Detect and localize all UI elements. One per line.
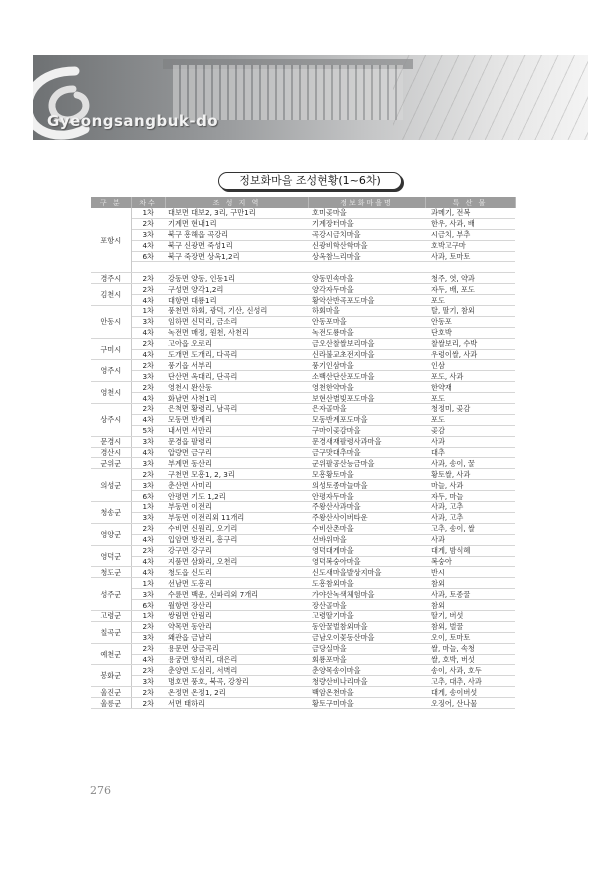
cell-round: 4차 [131,654,165,665]
cell-location: 풍천면 하회, 광덕, 기산, 신성리 [165,306,308,317]
table-row [91,251,515,262]
cell-region: 청송군 [91,502,131,524]
cell-specialty: 고추, 대추, 사과 [425,676,515,687]
cell-round: 3차 [131,436,165,447]
cell-round: 2차 [131,469,165,480]
cell-location: 명호면 풍호, 북곡, 강창리 [165,676,308,687]
cell-location: 수비면 신원리, 오기리 [165,523,308,534]
cell-location: 대항면 대룡1리 [165,295,308,306]
cell-specialty: 한약재 [425,382,515,393]
table-row [91,393,515,404]
table-row [91,589,515,600]
cell-location: 영천시 완산동 [165,382,308,393]
cell-specialty: 참외, 벌꿀 [425,621,515,632]
cell-round: 4차 [131,556,165,567]
table-row [91,262,515,273]
table-row [91,512,515,523]
cell-village-name: 하회마을 [308,306,425,317]
cell-specialty: 사과, 고추 [425,502,515,513]
cell-region: 안동시 [91,306,131,339]
table-row [91,632,515,643]
banner-title: Gyeongsangbuk-do [47,112,219,130]
cell-round: 4차 [131,447,165,458]
table-title: 정보화마을 조성현황(1~6차) [218,172,402,190]
cell-region: 경주시 [91,273,131,284]
cell-village-name: 신라불교초전지마을 [308,349,425,360]
table-row [91,349,515,360]
cell-village-name: 의성토종마늘마을 [308,480,425,491]
cell-village-name: 풍기인삼마을 [308,360,425,371]
cell-location: 화남면 사천1리 [165,393,308,404]
cell-specialty: 오징어, 산나물 [425,698,515,709]
cell-region: 의성군 [91,469,131,502]
cell-round: 3차 [131,316,165,327]
cell-specialty: 고추, 송이, 쌀 [425,523,515,534]
cell-village-name: 금남오이꽃동산마을 [308,632,425,643]
cell-specialty: 청주, 엿, 약과 [425,273,515,284]
cell-specialty: 대추 [425,447,515,458]
cell-village-name: 안평자두마을 [308,491,425,502]
cell-round: 1차 [131,208,165,218]
cell-location: 강구면 강구리 [165,545,308,556]
table-row [91,284,515,295]
cell-round: 3차 [131,512,165,523]
cell-specialty: 단호박 [425,327,515,338]
cell-region: 울진군 [91,687,131,698]
cell-village-name: 군위팔공산능금마을 [308,458,425,469]
cell-village-name: 주왕산사이버타운 [308,512,425,523]
cell-location: 임하면 신덕리, 금소리 [165,316,308,327]
cell-location: 고아읍 오로리 [165,338,308,349]
cell-location: 북구 신광면 죽성1리 [165,240,308,251]
cell-specialty: 사과 [425,436,515,447]
cell-specialty: 청정미, 곶감 [425,404,515,415]
cell-round: 4차 [131,534,165,545]
table-row [91,218,515,229]
cell-round: 2차 [131,665,165,676]
table-row [91,621,515,632]
cell-round: 4차 [131,567,165,578]
table-row [91,502,515,513]
cell-village-name [308,262,425,273]
page-number: 276 [90,784,111,797]
cell-village-name: 선바위마을 [308,534,425,545]
cell-location: 북구 죽장면 상옥1,2리 [165,251,308,262]
table-row [91,306,515,317]
table-row [91,665,515,676]
cell-village-name: 모동반계포도마을 [308,414,425,425]
cell-village-name: 문경새재팔령사과마을 [308,436,425,447]
header-village-name: 정보화마을명 [308,197,425,208]
cell-location: 온정면 온정1, 2리 [165,687,308,698]
cell-village-name: 소백산단산포도마을 [308,371,425,382]
cell-specialty: 우렁이쌀, 사과 [425,349,515,360]
table-row [91,610,515,621]
table-row [91,447,515,458]
cell-region: 성주군 [91,578,131,611]
cell-location: 단산면 옥대리, 단곡리 [165,371,308,382]
cell-specialty: 대게, 송이버섯 [425,687,515,698]
cell-specialty: 호박고구마 [425,240,515,251]
cell-village-name: 황토구미마을 [308,698,425,709]
cell-round: 2차 [131,284,165,295]
cell-region: 영주시 [91,360,131,382]
cell-village-name: 청량산비나리마을 [308,676,425,687]
cell-location: 춘양면 도심리, 서벽리 [165,665,308,676]
table-row [91,414,515,425]
cell-location: 녹전면 매정, 원천, 사천리 [165,327,308,338]
cell-village-name: 양동민속마을 [308,273,425,284]
cell-village-name: 주왕산사과마을 [308,502,425,513]
table-row [91,698,515,709]
cell-region: 김천시 [91,284,131,306]
cell-round: 2차 [131,404,165,415]
cell-village-name: 동안꿀벌참외마을 [308,621,425,632]
cell-village-name: 영천한약마을 [308,382,425,393]
cell-region: 고령군 [91,610,131,621]
cell-village-name: 춘양목송이마을 [308,665,425,676]
cell-location: 모동면 반계리 [165,414,308,425]
cell-specialty [425,262,515,273]
cell-round: 1차 [131,306,165,317]
table-row [91,338,515,349]
cell-region: 청도군 [91,567,131,578]
cell-village-name: 곡강시금치마을 [308,229,425,240]
cell-village-name: 고령딸기마을 [308,610,425,621]
cell-specialty: 사과, 송이, 꿀 [425,458,515,469]
cell-location: 왜관읍 금남리 [165,632,308,643]
cell-location: 기계면 현내1리 [165,218,308,229]
cell-village-name: 회룡포마을 [308,654,425,665]
cell-specialty: 탈, 딸기, 참외 [425,306,515,317]
cell-location: 부동면 이전리 [165,502,308,513]
cell-specialty: 자두, 배, 포도 [425,284,515,295]
cell-location: 약목면 동안리 [165,621,308,632]
cell-location: 선남면 도흥리 [165,578,308,589]
cell-location: 북구 흥해읍 곡강리 [165,229,308,240]
cell-village-name: 백암온천마을 [308,687,425,698]
cell-village-name: 상옥참느리마을 [308,251,425,262]
cell-location: 도개면 도개리, 다곡리 [165,349,308,360]
cell-specialty: 참외 [425,600,515,611]
village-status-table [91,197,516,709]
cell-specialty: 반시 [425,567,515,578]
cell-round: 2차 [131,621,165,632]
diagonal-line-pattern [393,55,588,140]
cell-region: 영양군 [91,523,131,545]
cell-region: 봉화군 [91,665,131,687]
cell-location: 수륜면 백운, 신파리외 7개리 [165,589,308,600]
cell-specialty: 쌀, 호박, 버섯 [425,654,515,665]
table-row [91,600,515,611]
cell-village-name: 영덕복숭아마을 [308,556,425,567]
cell-region: 포항시 [91,208,131,273]
cell-village-name: 영덕대게마을 [308,545,425,556]
cell-village-name: 모흥황토마을 [308,469,425,480]
cell-specialty: 포도 [425,295,515,306]
cell-village-name: 은자골마을 [308,404,425,415]
cell-location: 안평면 기도 1,2리 [165,491,308,502]
cell-round: 6차 [131,600,165,611]
cell-specialty: 포도 [425,414,515,425]
cell-location: 입암면 방전리, 흥구리 [165,534,308,545]
table-row [91,273,515,284]
cell-round: 4차 [131,349,165,360]
table-row [91,469,515,480]
header-round: 차수 [131,197,165,208]
cell-round: 3차 [131,589,165,600]
table-row [91,480,515,491]
cell-specialty: 자두, 마늘 [425,491,515,502]
cell-village-name: 보현산별빛포도마을 [308,393,425,404]
cell-location: 용문면 상금곡리 [165,643,308,654]
table-row [91,491,515,502]
cell-village-name: 안동포마을 [308,316,425,327]
cell-region: 구미시 [91,338,131,360]
cell-village-name: 기계장터마을 [308,218,425,229]
table-row [91,534,515,545]
cell-specialty: 안동포 [425,316,515,327]
table-row [91,578,515,589]
cell-round: 2차 [131,273,165,284]
cell-round: 1차 [131,610,165,621]
cell-specialty: 포도 [425,393,515,404]
cell-round [131,262,165,273]
table-row [91,556,515,567]
cell-round: 2차 [131,687,165,698]
table-row [91,240,515,251]
cell-location: 쌍림면 안림리 [165,610,308,621]
header-region: 구 분 [91,197,131,208]
cell-specialty: 참외 [425,578,515,589]
table-row [91,360,515,371]
cell-region: 칠곡군 [91,621,131,643]
cell-round: 3차 [131,371,165,382]
cell-location: 은척면 황령리, 남곡리 [165,404,308,415]
cell-round: 3차 [131,676,165,687]
header-location: 조 성 지 역 [165,197,308,208]
cell-round: 2차 [131,360,165,371]
cell-specialty: 과메기, 전복 [425,208,515,218]
cell-region: 상주시 [91,404,131,437]
cell-round: 3차 [131,229,165,240]
cell-village-name: 황악산반곡포도마을 [308,295,425,306]
cell-specialty: 복숭아 [425,556,515,567]
cell-village-name: 도흥참외마을 [308,578,425,589]
table-row [91,567,515,578]
cell-round: 2차 [131,545,165,556]
cell-village-name: 녹전도룡마을 [308,327,425,338]
table-row [91,643,515,654]
table-row [91,404,515,415]
cell-round: 5차 [131,425,165,436]
cell-specialty: 딸기, 버섯 [425,610,515,621]
cell-round: 2차 [131,523,165,534]
cell-location: 문경읍 팔령리 [165,436,308,447]
table-row [91,382,515,393]
cell-round: 3차 [131,480,165,491]
header-specialty: 특 산 물 [425,197,515,208]
cell-round: 2차 [131,218,165,229]
cell-specialty: 쌀, 마늘, 속청 [425,643,515,654]
table-header-row [91,197,515,208]
table-row [91,371,515,382]
cell-round: 6차 [131,491,165,502]
cell-specialty: 오이, 토마토 [425,632,515,643]
table-row [91,654,515,665]
table-row [91,229,515,240]
cell-specialty: 대게, 밤식혜 [425,545,515,556]
cell-specialty: 사과 [425,534,515,545]
table-row [91,425,515,436]
cell-village-name: 금구맛대추마을 [308,447,425,458]
cell-location: 풍기읍 서부리 [165,360,308,371]
cell-location [165,262,308,273]
table-body [91,208,515,708]
cell-village-name: 수비산촌마을 [308,523,425,534]
table-row [91,295,515,306]
cell-location: 부계면 동산리 [165,458,308,469]
cell-round: 2차 [131,382,165,393]
cell-region: 영덕군 [91,545,131,567]
cell-region: 예천군 [91,643,131,665]
cell-village-name: 금오산찰쌀보리마을 [308,338,425,349]
cell-specialty: 황토쌀, 사과 [425,469,515,480]
cell-round: 3차 [131,632,165,643]
header-banner [33,55,588,140]
cell-location: 용궁면 향석리, 대은리 [165,654,308,665]
cell-location: 내서면 서만리 [165,425,308,436]
cell-region: 영천시 [91,382,131,404]
cell-round: 4차 [131,295,165,306]
cell-round: 3차 [131,458,165,469]
cell-location: 서면 태하리 [165,698,308,709]
cell-village-name: 신도새마을발상지마을 [308,567,425,578]
cell-round: 2차 [131,698,165,709]
cell-region: 문경시 [91,436,131,447]
cell-specialty: 송이, 사과, 호두 [425,665,515,676]
cell-location: 월항면 장산리 [165,600,308,611]
cell-specialty: 곶감 [425,425,515,436]
cell-region: 군위군 [91,458,131,469]
cell-location: 구천면 모흥1, 2, 3리 [165,469,308,480]
cell-round: 2차 [131,643,165,654]
cell-location: 대보면 대보2, 3리, 구만1리 [165,208,308,218]
cell-specialty: 마늘, 사과 [425,480,515,491]
cell-region: 경산시 [91,447,131,458]
table-row [91,545,515,556]
cell-village-name: 신광비학산학마을 [308,240,425,251]
table-row [91,436,515,447]
cell-village-name: 양각자두마을 [308,284,425,295]
table-row [91,687,515,698]
cell-village-name: 호미곶마을 [308,208,425,218]
cell-region: 울릉군 [91,698,131,709]
table-row [91,458,515,469]
cell-village-name: 금당실마을 [308,643,425,654]
table-row [91,327,515,338]
table-row [91,316,515,327]
cell-round: 6차 [131,251,165,262]
cell-specialty: 찰쌀보리, 수박 [425,338,515,349]
cell-round: 4차 [131,414,165,425]
cell-location: 구성면 양각1,2리 [165,284,308,295]
cell-specialty: 사과, 고추 [425,512,515,523]
cell-specialty: 포도, 사과 [425,371,515,382]
cell-location: 청도읍 신도리 [165,567,308,578]
table-row [91,208,515,218]
cell-round: 1차 [131,502,165,513]
cell-round: 2차 [131,338,165,349]
cell-specialty: 인삼 [425,360,515,371]
cell-location: 강동면 양동, 인동1리 [165,273,308,284]
cell-location: 춘산면 사미리 [165,480,308,491]
cell-specialty: 사과, 토종꿀 [425,589,515,600]
cell-location: 지품면 삼화리, 오천리 [165,556,308,567]
cell-specialty: 사과, 토마토 [425,251,515,262]
cell-village-name: 구마이곶감마을 [308,425,425,436]
cell-round: 4차 [131,240,165,251]
cell-specialty: 한우, 사과, 배 [425,218,515,229]
cell-village-name: 가야산녹색체험마을 [308,589,425,600]
cell-location: 부동면 이전리외 11개리 [165,512,308,523]
cell-round: 4차 [131,393,165,404]
table-row [91,523,515,534]
cell-specialty: 시금치, 부추 [425,229,515,240]
table-row [91,676,515,687]
cell-location: 압량면 금구리 [165,447,308,458]
cell-village-name: 장산골마을 [308,600,425,611]
cell-round: 4차 [131,327,165,338]
cell-round: 1차 [131,578,165,589]
